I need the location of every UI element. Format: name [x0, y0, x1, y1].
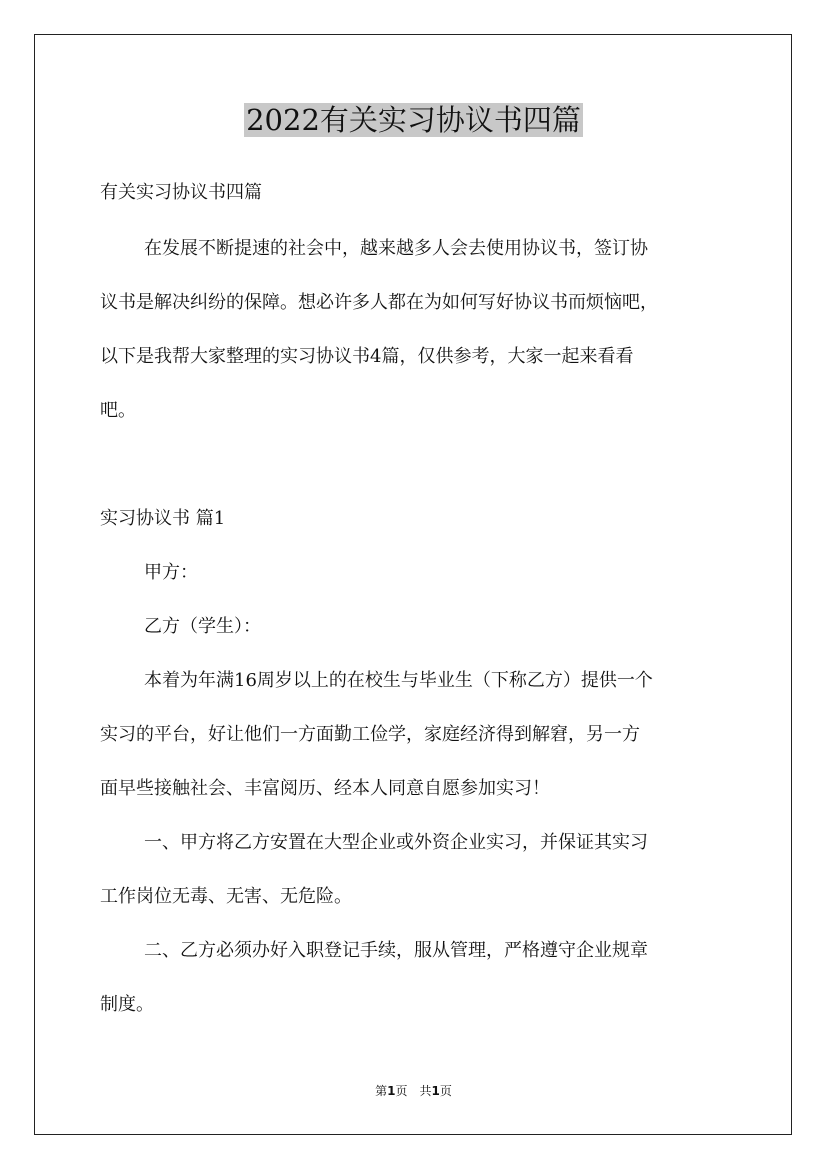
- footer-page-mid: 页 共: [395, 1084, 432, 1098]
- intro-line-1: 在发展不断提速的社会中，越来越多人会去使用协议书，签订协: [144, 238, 648, 259]
- intro-line-4: 吧。: [100, 400, 136, 421]
- page-footer: [0, 1083, 827, 1099]
- intro-line-3: 以下是我帮大家整理的实习协议书4篇，仅供参考，大家一起来看看: [100, 346, 634, 367]
- party-b-label: 乙方（学生）：: [144, 616, 261, 637]
- intro-line-2: 议书是解决纠纷的保障。想必许多人都在为如何写好协议书而烦恼吧，: [100, 292, 658, 313]
- body-line-7: 制度。: [100, 994, 154, 1015]
- footer-page-current: 1: [387, 1084, 396, 1098]
- section-heading: 实习协议书 篇1: [100, 508, 226, 529]
- body-line-6: 二、乙方必须办好入职登记手续，服从管理，严格遵守企业规章: [144, 940, 648, 961]
- body-line-3: 面早些接触社会、丰富阅历、经本人同意自愿参加实习！: [100, 778, 550, 799]
- document-title: [0, 100, 827, 140]
- body-line-2: 实习的平台，好让他们一方面勤工俭学，家庭经济得到解窘，另一方: [100, 724, 640, 745]
- footer-page-total: 1: [431, 1084, 440, 1098]
- document-subtitle: 有关实习协议书四篇: [100, 182, 262, 203]
- party-a-label: 甲方：: [144, 562, 198, 583]
- footer-page-prefix: 第: [375, 1084, 388, 1098]
- body-line-1: 本着为年满16周岁以上的在校生与毕业生（下称乙方）提供一个: [144, 670, 653, 691]
- body-line-5: 工作岗位无毒、无害、无危险。: [100, 886, 352, 907]
- footer-page-suffix: 页: [439, 1084, 452, 1098]
- document-title-text: 2022有关实习协议书四篇: [246, 103, 581, 137]
- body-line-4: 一、甲方将乙方安置在大型企业或外资企业实习，并保证其实习: [144, 832, 648, 853]
